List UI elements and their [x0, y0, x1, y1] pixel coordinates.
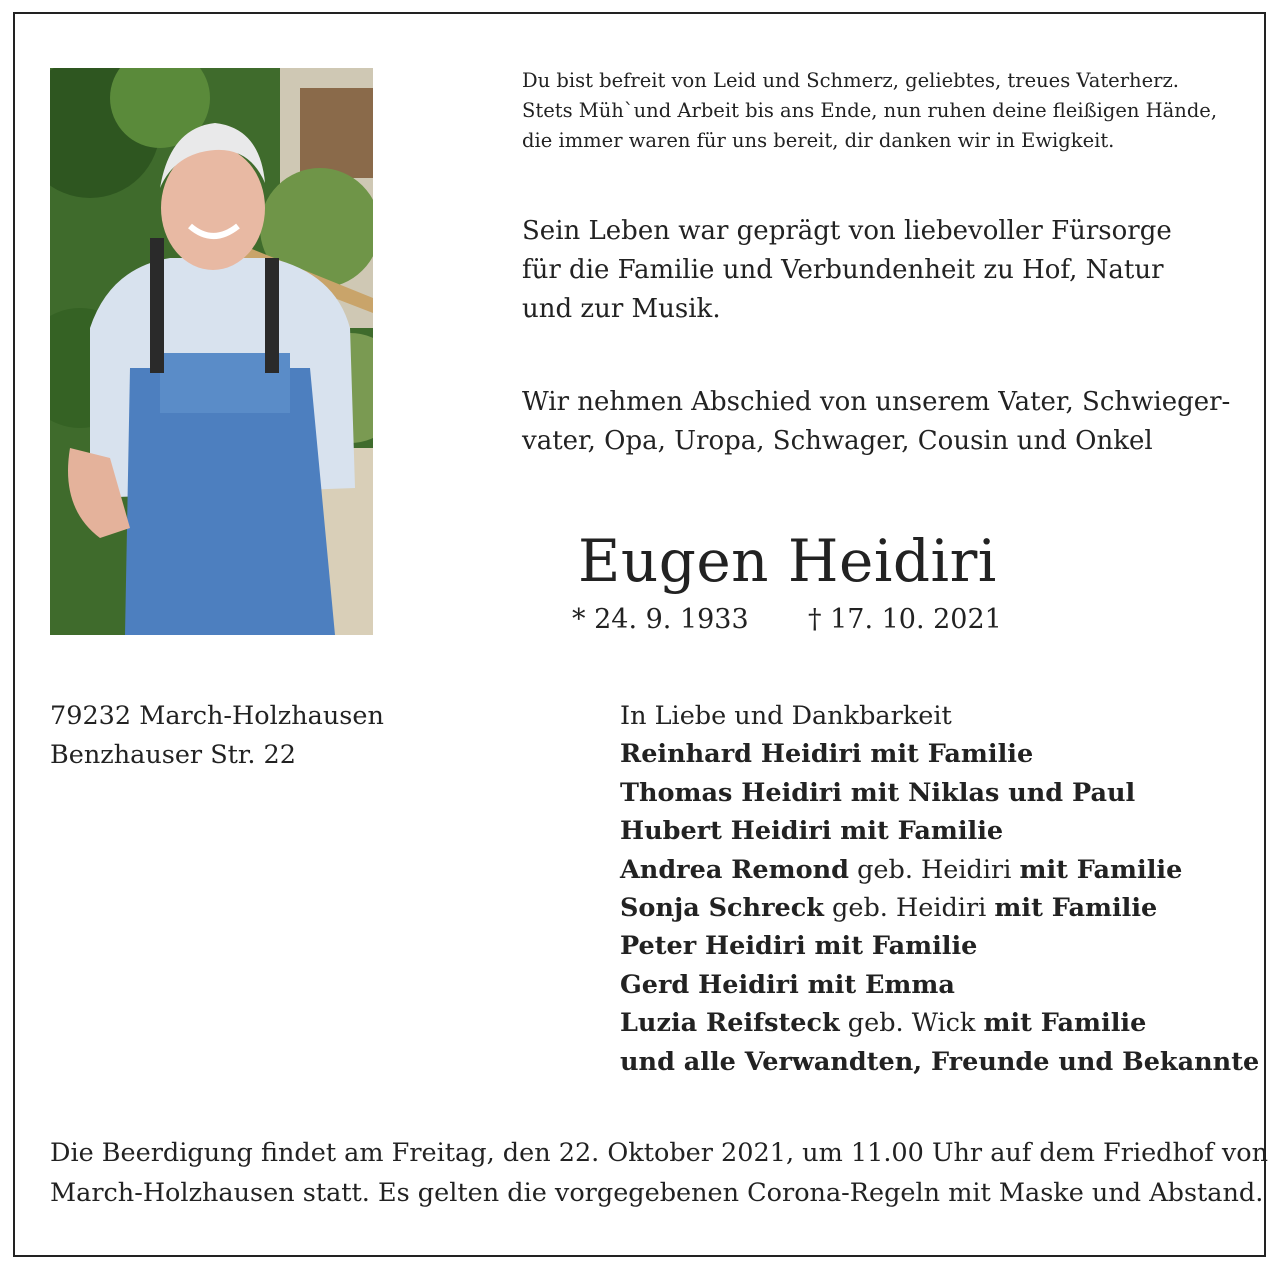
verse-line: Du bist befreit von Leid und Schmerz, geliebtes, treues Vaterherz.: [522, 69, 1179, 92]
mourner-name: Luzia Reifsteck: [620, 1008, 840, 1039]
farewell-paragraph-line: vater, Opa, Uropa, Schwager, Cousin und Onkel: [522, 426, 1153, 456]
maiden-name: geb. Wick: [839, 1008, 984, 1039]
mourner-line: [620, 966, 1259, 1004]
deceased-name: Eugen Heidiri: [578, 527, 997, 595]
mourner-name: und alle Verwandten, Freunde und Bekannte: [620, 1046, 1260, 1077]
mourner-name: Peter Heidiri mit Familie: [620, 931, 978, 962]
mourner-name: Sonja Schreck: [620, 893, 824, 924]
mourners-intro: In Liebe und Dankbarkeit: [620, 701, 952, 731]
mourner-line: [620, 1004, 1259, 1042]
birth-date: * 24. 9. 1933: [572, 604, 749, 635]
life-paragraph: [522, 212, 1242, 329]
life-paragraph-line: Sein Leben war geprägt von liebevoller Fürsorge: [522, 216, 1172, 246]
farewell-paragraph: [522, 383, 1242, 461]
life-paragraph-line: für die Familie und Verbundenheit zu Hof, Natur: [522, 255, 1164, 285]
address-block: [50, 697, 384, 774]
mourner-name: Andrea Remond: [620, 854, 849, 885]
mourner-name: Reinhard Heidiri mit Familie: [620, 739, 1034, 770]
death-date: † 17. 10. 2021: [808, 604, 1002, 635]
mourners-list: [620, 697, 1259, 1081]
maiden-name: geb. Heidiri: [823, 893, 995, 924]
mourner-name: Gerd Heidiri mit Emma: [620, 969, 955, 1000]
mourner-suffix: mit Familie: [983, 1008, 1147, 1039]
mourner-line: [620, 889, 1259, 927]
mourner-line: [620, 851, 1259, 889]
verse-line: Stets Müh`und Arbeit bis ans Ende, nun ruhen deine fleißigen Hände,: [522, 99, 1218, 122]
mourner-suffix: mit Familie: [994, 893, 1158, 924]
mourner-name: Hubert Heidiri mit Familie: [620, 816, 1004, 847]
address-street: Benzhauser Str. 22: [50, 739, 296, 770]
life-paragraph-line: und zur Musik.: [522, 294, 721, 324]
portrait-photo: [50, 68, 373, 635]
funeral-line: Die Beerdigung findet am Freitag, den 22. Oktober 2021, um 11.00 Uhr auf dem Friedhof von: [50, 1138, 1269, 1168]
mourner-line: [620, 774, 1259, 812]
mourner-suffix: mit Familie: [1019, 854, 1183, 885]
funeral-notice: [50, 1133, 1268, 1213]
mourner-line: [620, 735, 1259, 773]
mourner-line: [620, 812, 1259, 850]
mourner-line: [620, 1043, 1259, 1081]
funeral-line: March-Holzhausen statt. Es gelten die vorgegebenen Corona-Regeln mit Maske und Abstand.: [50, 1178, 1264, 1208]
mourner-name: Thomas Heidiri mit Niklas und Paul: [620, 777, 1136, 808]
verse: [522, 66, 1242, 156]
mourner-line: [620, 927, 1259, 965]
farewell-paragraph-line: Wir nehmen Abschied von unserem Vater, Schwieger-: [522, 387, 1231, 417]
address-city: 79232 March-Holzhausen: [50, 701, 384, 731]
maiden-name: geb. Heidiri: [849, 854, 1020, 885]
verse-line: die immer waren für uns bereit, dir danken wir in Ewigkeit.: [522, 129, 1115, 152]
